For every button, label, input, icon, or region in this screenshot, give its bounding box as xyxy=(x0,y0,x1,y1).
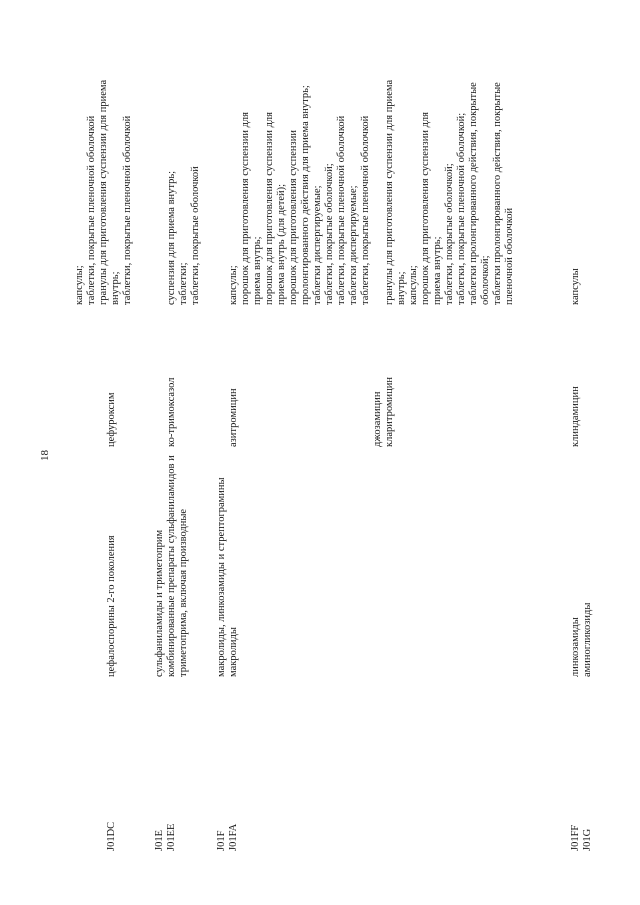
dosage-form: таблетки, покрытые пленочной оболочкой xyxy=(86,115,97,305)
dosage-form: суспензия для приема внутрь; xyxy=(166,170,177,305)
atc-code: J01EE xyxy=(166,823,177,851)
atc-group: макролиды xyxy=(228,627,239,677)
dosage-form: приема внутрь; xyxy=(252,236,263,305)
drug-name: ко-тримоксазол xyxy=(166,377,177,447)
dosage-form: таблетки, покрытые оболочкой xyxy=(190,166,201,305)
drug-name: джозамицин xyxy=(372,391,383,447)
dosage-form: приема внутрь; xyxy=(432,236,443,305)
atc-group: аминогликозиды xyxy=(582,602,593,677)
dosage-form: таблетки пролонгированного действия, покрытые xyxy=(492,82,503,305)
drug-name: кларитромицин xyxy=(384,376,395,447)
dosage-form: таблетки, покрытые оболочкой; xyxy=(444,163,455,305)
dosage-form: таблетки; xyxy=(178,262,189,305)
dosage-form: таблетки, покрытые пленочной оболочкой; xyxy=(456,112,467,305)
page-number: 18 xyxy=(39,450,51,461)
dosage-form: капсулы xyxy=(570,268,581,305)
dosage-form: таблетки диспергируемые; xyxy=(312,185,323,305)
dosage-form: таблетки, покрытые пленочной оболочкой xyxy=(122,115,133,305)
atc-code: J01G xyxy=(582,828,593,851)
dosage-form: внутрь; xyxy=(396,271,407,305)
atc-code: J01DC xyxy=(106,821,117,851)
dosage-form: пролонгированного действия для приема внутрь; xyxy=(300,85,311,305)
atc-code: J01F xyxy=(216,830,227,851)
atc-code: J01FF xyxy=(570,824,581,851)
atc-group: триметоприма, включая производные xyxy=(178,508,189,677)
dosage-form: гранулы для приготовления суспензии для приема xyxy=(384,79,395,305)
drug-name: азитромицин xyxy=(228,388,239,447)
dosage-form: таблетки, покрытые пленочной оболочкой xyxy=(360,115,371,305)
drug-name: цефуроксим xyxy=(106,392,117,447)
dosage-form: внутрь; xyxy=(110,271,121,305)
dosage-form: капсулы; xyxy=(228,265,239,305)
atc-group: линкозамиды xyxy=(570,617,581,677)
dosage-form: порошок для приготовления суспензии xyxy=(288,130,299,305)
dosage-form: порошок для приготовления суспензии для xyxy=(264,112,275,305)
dosage-form: приема внутрь (для детей); xyxy=(276,183,287,305)
drug-name: клиндамицин xyxy=(570,386,581,447)
dosage-form: таблетки, покрытые оболочкой; xyxy=(324,163,335,305)
atc-group: комбинированные препараты сульфаниламидов и xyxy=(166,455,177,677)
atc-code: J01FA xyxy=(228,823,239,851)
atc-code: J01E xyxy=(154,830,165,851)
dosage-form: оболочкой; xyxy=(480,255,491,305)
atc-group: цефалоспорины 2-го поколения xyxy=(106,535,117,677)
atc-group: макролиды, линкозамиды и стрептограмины xyxy=(216,477,227,677)
dosage-form: порошок для приготовления суспензии для xyxy=(420,112,431,305)
dosage-form: гранулы для приготовления суспензии для приема xyxy=(98,79,109,305)
dosage-form: таблетки, покрытые пленочной оболочкой xyxy=(336,115,347,305)
atc-group: сульфаниламиды и триметоприм xyxy=(154,529,165,677)
dosage-form: порошок для приготовления суспензии для xyxy=(240,112,251,305)
dosage-form: капсулы; xyxy=(408,265,419,305)
dosage-form: таблетки пролонгированного действия, покрытые xyxy=(468,82,479,305)
dosage-form: пленочной оболочкой xyxy=(504,207,515,305)
dosage-form: таблетки диспергируемые; xyxy=(348,185,359,305)
dosage-form: капсулы; xyxy=(74,265,85,305)
